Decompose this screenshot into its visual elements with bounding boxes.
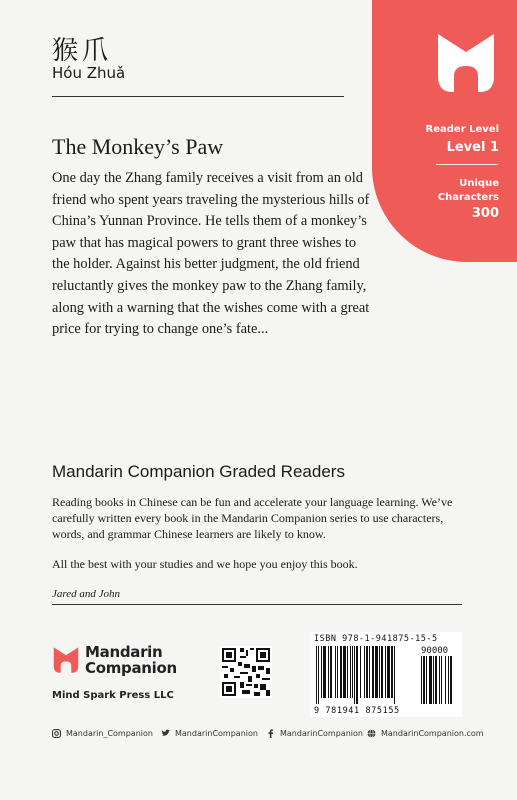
barcode-number: 9 781941 875155 <box>314 706 400 716</box>
social-handle: MandarinCompanion <box>175 729 258 738</box>
qr-code-icon <box>220 646 272 698</box>
chinese-title: 猴爪 <box>52 36 113 66</box>
logo-line-1: Mandarin <box>85 643 163 661</box>
social-handle: MandarinCompanion <box>280 729 363 738</box>
section-divider <box>52 604 462 605</box>
publisher-name: Mind Spark Press LLC <box>52 690 174 701</box>
unique-characters-count: 300 <box>471 206 499 221</box>
unique-label-line-1: Unique <box>459 178 499 189</box>
price-code: 90000 <box>421 646 449 656</box>
price-barcode-icon <box>421 656 457 704</box>
pinyin-title: Hóu Zhuǎ <box>52 64 126 82</box>
social-facebook[interactable] <box>266 729 363 738</box>
isbn-text: ISBN 978-1-941875-15-5 <box>314 634 438 644</box>
publisher-logo-text <box>85 644 177 676</box>
social-instagram[interactable] <box>52 729 153 738</box>
unique-label-line-2: Characters <box>437 192 499 203</box>
isbn-barcode-icon <box>316 646 416 704</box>
twitter-icon <box>161 729 170 738</box>
series-paragraph-1: Reading books in Chinese can be fun and accelerate your language learning. We’ve carefully written every book in the Mandarin Companion series to use characters, words, and grammar Chinese learners are likely to know. <box>52 495 453 541</box>
book-title: The Monkey’s Paw <box>52 134 224 159</box>
series-heading: Mandarin Companion Graded Readers <box>52 462 345 481</box>
logo-line-2: Companion <box>85 659 177 677</box>
publisher-logo-icon <box>52 646 80 674</box>
social-handle: Mandarin_Companion <box>66 729 153 738</box>
series-paragraph-2: All the best with your studies and we hope you enjoy this book. <box>52 557 358 571</box>
social-handle: MandarinCompanion.com <box>381 729 484 738</box>
tab-divider-1 <box>436 164 498 165</box>
instagram-icon <box>52 729 61 738</box>
book-blurb: One day the Zhang family receives a visit from an old friend who spent years traveling the mysterious hills of China’s Yunnan Province. He tells them of a monkey’s paw that has magical powers to grant three wishes to the holder. Against his better judgment, the old friend reluctantly gives the monkey paw to the Zhang family, along with a warning that the wishes come with a great price for trying to change one’s fate... <box>52 170 370 338</box>
header-divider <box>52 96 344 97</box>
social-website[interactable] <box>367 729 484 738</box>
signature: Jared and John <box>52 588 121 600</box>
reader-level-tab <box>372 0 517 262</box>
social-twitter[interactable] <box>161 729 258 738</box>
globe-icon <box>367 729 376 738</box>
facebook-icon <box>266 729 275 738</box>
reader-level-label: Reader Level <box>425 124 499 135</box>
reader-level-value: Level 1 <box>446 140 499 155</box>
mandarin-companion-logo-icon <box>434 32 498 94</box>
